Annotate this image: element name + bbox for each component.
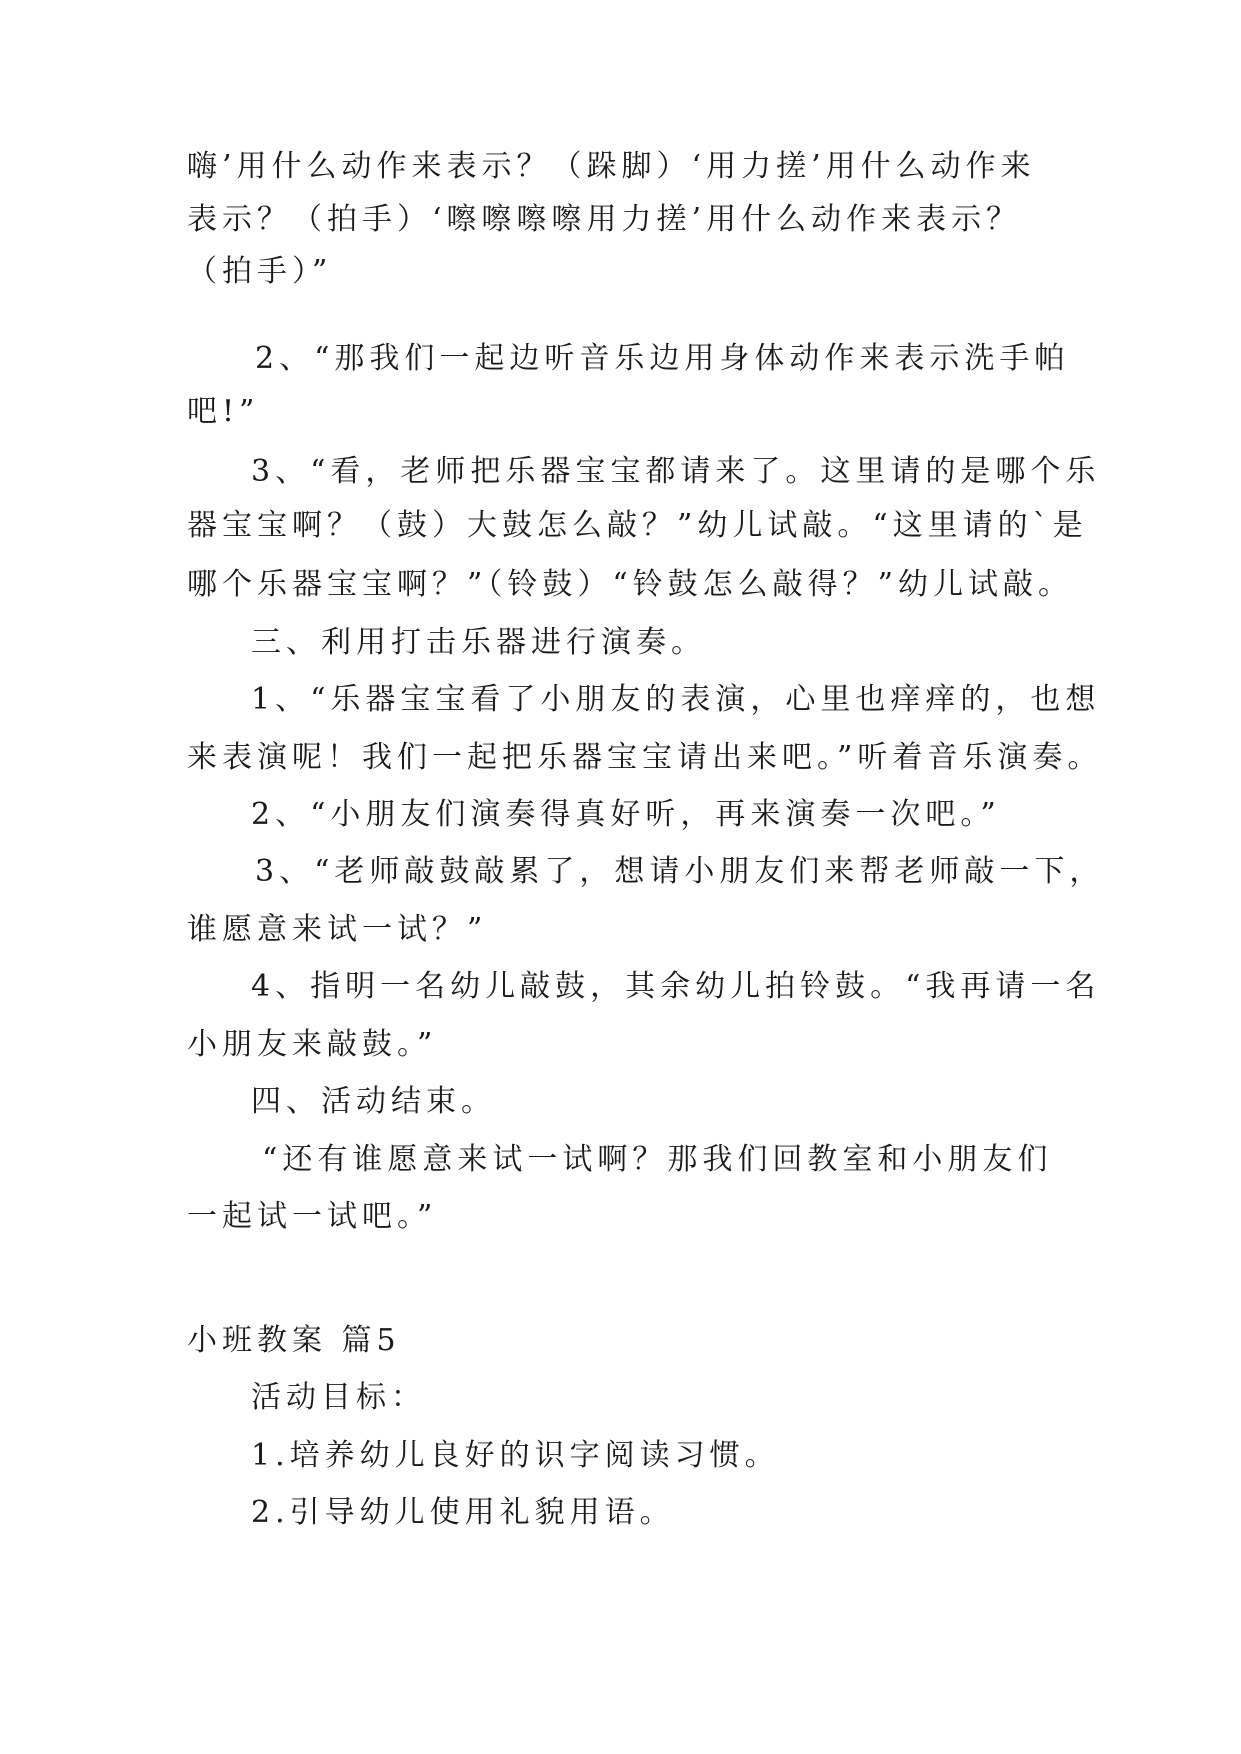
text-line: 2、“那我们一起边听音乐边用身体动作来表示洗手帕 <box>255 341 1070 376</box>
text-line: 2.引导幼儿使用礼貌用语。 <box>251 1495 675 1530</box>
text-line: 活动目标： <box>251 1380 426 1415</box>
text-line: “还有谁愿意来试一试啊？那我们回教室和小朋友们 <box>262 1142 1053 1177</box>
text-line: 吧!” <box>187 394 260 429</box>
text-line: 四、活动结束。 <box>251 1084 496 1119</box>
text-line: 三、利用打击乐器进行演奏。 <box>251 625 706 660</box>
text-line: 谁愿意来试一试？” <box>187 912 488 947</box>
text-line: 表示？（拍手）‘嚓嚓嚓嚓用力搓’用什么动作来表示？ <box>187 202 1022 237</box>
text-line: 4、指明一名幼儿敲鼓，其余幼儿拍铃鼓。“我再请一名 <box>251 969 1101 1004</box>
text-line: 3、“看，老师把乐器宝宝都请来了。这里请的是哪个乐 <box>251 454 1101 489</box>
text-line: 3、“老师敲鼓敲累了，想请小朋友们来帮老师敲一下， <box>255 854 1105 889</box>
text-line: （拍手）” <box>187 254 333 289</box>
text-line: 器宝宝啊？（鼓）大鼓怎么敲？”幼儿试敲。“这里请的`是 <box>187 508 1088 543</box>
text-line: 哪个乐器宝宝啊？”（铃鼓）“铃鼓怎么敲得？”幼儿试敲。 <box>187 567 1074 602</box>
section-heading: 小班教案 篇5 <box>187 1323 401 1358</box>
text-line: 1.培养幼儿良好的识字阅读习惯。 <box>251 1438 780 1473</box>
text-line: 2、“小朋友们演奏得真好听，再来演奏一次吧。” <box>251 797 1001 832</box>
text-line: 来表演呢！我们一起把乐器宝宝请出来吧。”听着音乐演奏。 <box>187 740 1103 775</box>
text-line: 一起试一试吧。” <box>187 1199 438 1234</box>
text-line: 小朋友来敲鼓。” <box>187 1027 438 1062</box>
text-line: 嗨’用什么动作来表示？（跺脚）‘用力搓’用什么动作来 <box>187 149 1036 184</box>
text-line: 1、“乐器宝宝看了小朋友的表演，心里也痒痒的，也想 <box>251 682 1101 717</box>
